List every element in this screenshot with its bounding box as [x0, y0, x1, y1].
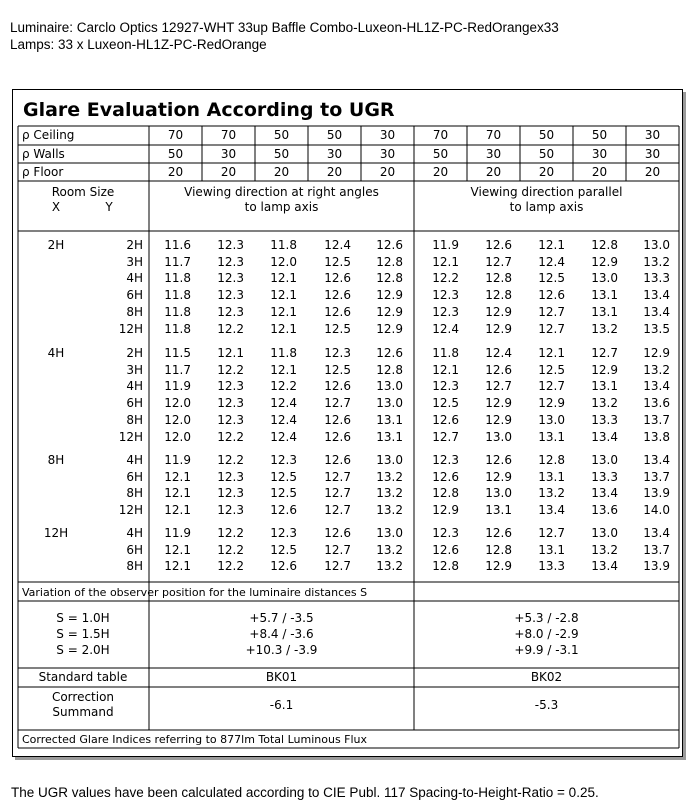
ugr-value: 12.9	[538, 396, 565, 411]
ugr-value: 13.4	[591, 486, 618, 501]
ugr-value: 12.6	[432, 412, 459, 427]
spacing-parallel-value: +5.3 / -2.8	[514, 611, 579, 625]
ugr-value: 12.9	[376, 288, 403, 303]
ugr-value: 12.2	[217, 526, 244, 540]
reflectance-value: 20	[220, 165, 237, 179]
ugr-value: 12.2	[217, 362, 244, 377]
correction-label: Correction	[51, 690, 115, 704]
ugr-value: 11.8	[164, 321, 191, 336]
ugr-value: 12.7	[485, 379, 512, 394]
spacing-right-value: +10.3 / -3.9	[245, 643, 318, 657]
ugr-value: 12.6	[376, 238, 403, 252]
standard-table-parallel: BK02	[530, 670, 563, 684]
ugr-value: 13.2	[376, 542, 403, 557]
luminaire-line: Luminaire: Carclo Optics 12927-WHT 33up Baffle Combo-Luxeon-HL1Z-PC-RedOrangex33	[10, 20, 559, 35]
spacing-label: S = 1.5H	[56, 627, 110, 641]
ugr-value: 13.2	[591, 542, 618, 557]
ugr-value: 12.3	[432, 288, 459, 303]
ugr-value: 12.7	[538, 526, 565, 540]
ugr-value: 13.0	[376, 379, 403, 394]
ugr-value: 12.6	[270, 503, 297, 518]
ugr-value: 11.8	[164, 288, 191, 303]
standard-table-right: BK01	[265, 670, 298, 684]
ugr-value: 11.6	[164, 238, 191, 252]
reflectance-label: ρ Floor	[22, 165, 64, 179]
ugr-value: 11.9	[164, 379, 191, 394]
ugr-value: 13.4	[538, 503, 565, 518]
room-y-value: 12H	[118, 429, 143, 444]
room-y-value: 8H	[126, 304, 143, 319]
ugr-value: 12.6	[538, 288, 565, 303]
ugr-value: 12.6	[485, 238, 512, 252]
ugr-value: 13.4	[643, 304, 670, 319]
ugr-value: 12.4	[485, 346, 512, 360]
ugr-value: 14.0	[643, 503, 670, 518]
ugr-value: 13.0	[376, 453, 403, 467]
room-y-value: 4H	[126, 453, 143, 467]
ugr-value: 12.7	[324, 396, 351, 411]
reflectance-value: 20	[644, 165, 661, 179]
ugr-value: 12.8	[485, 288, 512, 303]
correction-label: Summand	[52, 705, 114, 719]
ugr-value: 12.7	[432, 429, 459, 444]
ugr-value: 13.7	[643, 469, 670, 484]
ugr-value: 12.3	[217, 503, 244, 518]
ugr-value: 12.2	[270, 379, 297, 394]
ugr-value: 12.7	[324, 503, 351, 518]
ugr-value: 13.2	[643, 254, 670, 269]
ugr-value: 12.3	[217, 238, 244, 252]
room-y-value: 6H	[126, 469, 143, 484]
ugr-value: 12.6	[324, 379, 351, 394]
reflectance-value: 70	[167, 128, 184, 142]
ugr-value: 12.1	[164, 559, 191, 574]
ugr-value: 12.1	[432, 254, 459, 269]
ugr-value: 12.6	[324, 429, 351, 444]
ugr-value: 12.0	[164, 396, 191, 411]
ugr-value: 13.6	[591, 503, 618, 518]
room-y-value: 4H	[126, 271, 143, 286]
reflectance-value: 20	[273, 165, 290, 179]
ugr-value: 12.5	[324, 254, 351, 269]
ugr-value: 12.3	[432, 526, 459, 540]
reflectance-value: 30	[644, 128, 661, 142]
reflectance-value: 50	[591, 128, 608, 142]
ugr-value: 13.2	[591, 396, 618, 411]
ugr-value: 12.9	[485, 412, 512, 427]
ugr-value: 11.7	[164, 362, 191, 377]
reflectance-value: 50	[273, 128, 290, 142]
ugr-value: 12.1	[270, 362, 297, 377]
reflectance-label: ρ Ceiling	[22, 128, 75, 142]
ugr-value: 11.9	[164, 453, 191, 467]
ugr-value: 12.6	[324, 453, 351, 467]
ugr-value: 12.9	[591, 362, 618, 377]
ugr-value: 13.0	[643, 238, 670, 252]
ugr-value: 12.1	[538, 238, 565, 252]
ugr-value: 12.8	[376, 254, 403, 269]
reflectance-value: 20	[167, 165, 184, 179]
ugr-value: 12.0	[270, 254, 297, 269]
ugr-value: 13.4	[643, 526, 670, 540]
ugr-value: 13.0	[591, 271, 618, 286]
reflectance-value: 20	[326, 165, 343, 179]
correction-parallel: -5.3	[534, 698, 559, 712]
ugr-value: 12.5	[538, 362, 565, 377]
viewing-direction-right: to lamp axis	[244, 200, 319, 214]
ugr-value: 13.9	[643, 559, 670, 574]
ugr-value: 12.6	[485, 526, 512, 540]
ugr-value: 12.6	[485, 362, 512, 377]
reflectance-value: 20	[485, 165, 502, 179]
reflectance-value: 50	[538, 128, 555, 142]
ugr-value: 13.2	[376, 486, 403, 501]
room-y-value: 8H	[126, 486, 143, 501]
ugr-value: 13.0	[591, 526, 618, 540]
reflectance-value: 50	[167, 147, 184, 161]
ugr-value: 12.4	[432, 321, 459, 336]
ugr-value: 12.9	[485, 321, 512, 336]
ugr-value: 13.3	[643, 271, 670, 286]
spacing-right-value: +8.4 / -3.6	[249, 627, 314, 641]
ugr-value: 13.2	[538, 486, 565, 501]
ugr-value: 13.4	[591, 429, 618, 444]
room-y-value: 3H	[126, 254, 143, 269]
ugr-value: 12.6	[324, 271, 351, 286]
ugr-value: 13.1	[538, 429, 565, 444]
ugr-value: 12.8	[376, 271, 403, 286]
spacing-label: S = 1.0H	[56, 611, 110, 625]
ugr-value: 12.1	[164, 469, 191, 484]
ugr-value: 12.9	[591, 254, 618, 269]
ugr-value: 13.1	[376, 429, 403, 444]
ugr-value: 12.4	[538, 254, 565, 269]
ugr-value: 12.7	[538, 304, 565, 319]
room-size-label: Room Size	[51, 185, 115, 199]
room-x-value: 4H	[47, 346, 65, 360]
reflectance-value: 30	[326, 147, 343, 161]
ugr-value: 12.3	[217, 288, 244, 303]
ugr-value: 12.1	[217, 346, 244, 360]
ugr-value: 12.6	[432, 542, 459, 557]
ugr-value: 12.3	[432, 379, 459, 394]
standard-table-label: Standard table	[38, 670, 128, 684]
ugr-value: 12.9	[432, 503, 459, 518]
room-y-value: 12H	[118, 321, 143, 336]
ugr-value: 13.1	[591, 288, 618, 303]
viewing-direction-right: Viewing direction at right angles	[184, 185, 379, 199]
reflectance-value: 30	[220, 147, 237, 161]
corrected-note: Corrected Glare Indices referring to 877lm Total Luminous Flux	[22, 733, 368, 746]
ugr-value: 12.5	[270, 469, 297, 484]
room-y-value: 12H	[118, 503, 143, 518]
ugr-value: 13.0	[485, 429, 512, 444]
ugr-value: 12.8	[376, 362, 403, 377]
ugr-value: 12.9	[485, 469, 512, 484]
viewing-direction-parallel: to lamp axis	[509, 200, 584, 214]
ugr-value: 12.3	[217, 304, 244, 319]
ugr-value: 12.9	[376, 304, 403, 319]
ugr-value: 12.1	[270, 271, 297, 286]
ugr-value: 12.2	[217, 559, 244, 574]
ugr-value: 12.9	[643, 346, 670, 360]
ugr-value: 12.8	[432, 486, 459, 501]
spacing-parallel-value: +8.0 / -2.9	[514, 627, 579, 641]
x-axis-label: X	[51, 200, 61, 214]
ugr-value: 12.1	[270, 321, 297, 336]
ugr-value: 12.3	[217, 412, 244, 427]
ugr-value: 12.3	[270, 453, 297, 467]
room-y-value: 4H	[126, 526, 143, 540]
ugr-value: 12.9	[485, 396, 512, 411]
ugr-value: 12.8	[591, 238, 618, 252]
ugr-value: 12.6	[324, 288, 351, 303]
ugr-value: 12.8	[485, 271, 512, 286]
ugr-value: 13.5	[643, 321, 670, 336]
ugr-value: 12.6	[324, 526, 351, 540]
ugr-value: 12.5	[324, 321, 351, 336]
ugr-value: 12.3	[217, 254, 244, 269]
ugr-value: 12.8	[538, 453, 565, 467]
spacing-label: S = 2.0H	[56, 643, 110, 657]
ugr-value: 13.1	[376, 412, 403, 427]
ugr-value: 12.9	[376, 321, 403, 336]
ugr-value: 11.8	[270, 346, 297, 360]
ugr-value: 12.6	[432, 469, 459, 484]
variation-label: Variation of the observer position for the luminaire distances S	[22, 586, 368, 599]
room-y-value: 6H	[126, 288, 143, 303]
ugr-value: 12.6	[485, 453, 512, 467]
ugr-value: 12.7	[324, 486, 351, 501]
ugr-value: 11.8	[432, 346, 459, 360]
ugr-value: 12.3	[432, 304, 459, 319]
ugr-value: 12.1	[270, 288, 297, 303]
ugr-value: 12.2	[217, 321, 244, 336]
room-x-value: 8H	[47, 453, 65, 467]
ugr-value: 12.4	[324, 238, 351, 252]
reflectance-value: 20	[379, 165, 396, 179]
room-y-value: 3H	[126, 362, 143, 377]
ugr-value: 12.2	[217, 542, 244, 557]
ugr-value: 12.7	[324, 542, 351, 557]
reflectance-value: 30	[379, 147, 396, 161]
ugr-value: 12.7	[324, 469, 351, 484]
ugr-value: 12.5	[270, 542, 297, 557]
ugr-value: 12.9	[485, 559, 512, 574]
ugr-value: 13.7	[643, 412, 670, 427]
ugr-value: 13.3	[591, 412, 618, 427]
reflectance-value: 70	[432, 128, 449, 142]
ugr-value: 12.7	[591, 346, 618, 360]
reflectance-value: 50	[273, 147, 290, 161]
ugr-value: 12.5	[432, 396, 459, 411]
ugr-value: 12.2	[432, 271, 459, 286]
reflectance-value: 30	[379, 128, 396, 142]
ugr-value: 12.1	[538, 346, 565, 360]
ugr-value: 13.0	[376, 526, 403, 540]
ugr-value: 12.2	[217, 453, 244, 467]
ugr-value: 13.0	[591, 453, 618, 467]
reflectance-value: 30	[591, 147, 608, 161]
ugr-value: 12.6	[324, 304, 351, 319]
ugr-value: 13.6	[643, 396, 670, 411]
ugr-table	[12, 89, 683, 757]
ugr-value: 13.2	[591, 321, 618, 336]
reflectance-label: ρ Walls	[22, 147, 65, 161]
footer-note: The UGR values have been calculated according to CIE Publ. 117 Spacing-to-Height-Ratio = 0.25.	[11, 785, 599, 800]
ugr-value: 11.9	[432, 238, 459, 252]
ugr-value: 12.3	[217, 271, 244, 286]
reflectance-value: 50	[326, 128, 343, 142]
ugr-value: 13.0	[538, 412, 565, 427]
ugr-value: 12.8	[432, 559, 459, 574]
viewing-direction-parallel: Viewing direction parallel	[470, 185, 623, 199]
ugr-value: 12.3	[270, 526, 297, 540]
ugr-value: 12.1	[164, 503, 191, 518]
ugr-value: 12.1	[432, 362, 459, 377]
reflectance-value: 70	[485, 128, 502, 142]
ugr-value: 12.6	[324, 412, 351, 427]
lamps-line: Lamps: 33 x Luxeon-HL1Z-PC-RedOrange	[10, 37, 267, 52]
ugr-value: 12.0	[164, 412, 191, 427]
ugr-value: 12.3	[217, 486, 244, 501]
y-axis-label: Y	[105, 200, 113, 214]
reflectance-value: 30	[485, 147, 502, 161]
room-x-value: 2H	[47, 238, 65, 252]
room-y-value: 2H	[126, 238, 143, 252]
ugr-value: 13.2	[643, 362, 670, 377]
ugr-value: 13.2	[376, 503, 403, 518]
ugr-value: 13.4	[591, 559, 618, 574]
ugr-value: 12.7	[538, 379, 565, 394]
ugr-value: 12.8	[485, 542, 512, 557]
ugr-value: 12.5	[538, 271, 565, 286]
reflectance-value: 20	[538, 165, 555, 179]
ugr-value: 12.4	[270, 429, 297, 444]
ugr-value: 13.1	[538, 542, 565, 557]
spacing-parallel-value: +9.9 / -3.1	[514, 643, 579, 657]
ugr-value: 12.6	[376, 346, 403, 360]
ugr-value: 13.3	[538, 559, 565, 574]
ugr-value: 13.0	[485, 486, 512, 501]
ugr-value: 12.7	[324, 559, 351, 574]
ugr-value: 13.1	[591, 304, 618, 319]
ugr-value: 12.5	[270, 486, 297, 501]
room-y-value: 6H	[126, 542, 143, 557]
ugr-value: 12.7	[485, 254, 512, 269]
room-y-value: 8H	[126, 559, 143, 574]
ugr-value: 12.3	[217, 379, 244, 394]
ugr-value: 12.1	[164, 542, 191, 557]
ugr-value: 12.3	[217, 469, 244, 484]
room-y-value: 8H	[126, 412, 143, 427]
ugr-value: 13.9	[643, 486, 670, 501]
ugr-value: 13.4	[643, 379, 670, 394]
reflectance-value: 30	[644, 147, 661, 161]
ugr-value: 12.0	[164, 429, 191, 444]
ugr-value: 13.4	[643, 288, 670, 303]
reflectance-value: 50	[538, 147, 555, 161]
ugr-value: 11.8	[270, 238, 297, 252]
ugr-value: 12.3	[324, 346, 351, 360]
ugr-value: 12.5	[324, 362, 351, 377]
ugr-value: 11.5	[164, 346, 191, 360]
room-x-value: 12H	[43, 526, 69, 540]
ugr-value: 12.2	[217, 429, 244, 444]
ugr-value: 13.0	[376, 396, 403, 411]
ugr-value: 12.6	[270, 559, 297, 574]
spacing-right-value: +5.7 / -3.5	[249, 611, 314, 625]
ugr-value: 12.4	[270, 396, 297, 411]
ugr-value: 13.4	[643, 453, 670, 467]
correction-right: -6.1	[269, 698, 294, 712]
room-y-value: 2H	[126, 346, 143, 360]
ugr-value: 11.7	[164, 254, 191, 269]
room-y-value: 6H	[126, 396, 143, 411]
ugr-value: 12.1	[164, 486, 191, 501]
ugr-value: 13.7	[643, 542, 670, 557]
room-y-value: 4H	[126, 379, 143, 394]
ugr-value: 12.9	[485, 304, 512, 319]
reflectance-value: 50	[432, 147, 449, 161]
ugr-value: 12.1	[270, 304, 297, 319]
ugr-value: 12.3	[217, 396, 244, 411]
reflectance-value: 70	[220, 128, 237, 142]
ugr-value: 11.8	[164, 271, 191, 286]
ugr-value: 13.1	[485, 503, 512, 518]
ugr-value: 13.1	[591, 379, 618, 394]
reflectance-value: 20	[432, 165, 449, 179]
table-title: Glare Evaluation According to UGR	[23, 99, 395, 121]
ugr-value: 12.4	[270, 412, 297, 427]
ugr-value: 13.2	[376, 469, 403, 484]
ugr-value: 11.8	[164, 304, 191, 319]
ugr-value: 12.3	[432, 453, 459, 467]
ugr-value: 13.1	[538, 469, 565, 484]
ugr-value: 13.8	[643, 429, 670, 444]
reflectance-value: 20	[591, 165, 608, 179]
ugr-value: 13.2	[376, 559, 403, 574]
ugr-value: 13.3	[591, 469, 618, 484]
ugr-value: 12.7	[538, 321, 565, 336]
ugr-value: 11.9	[164, 526, 191, 540]
